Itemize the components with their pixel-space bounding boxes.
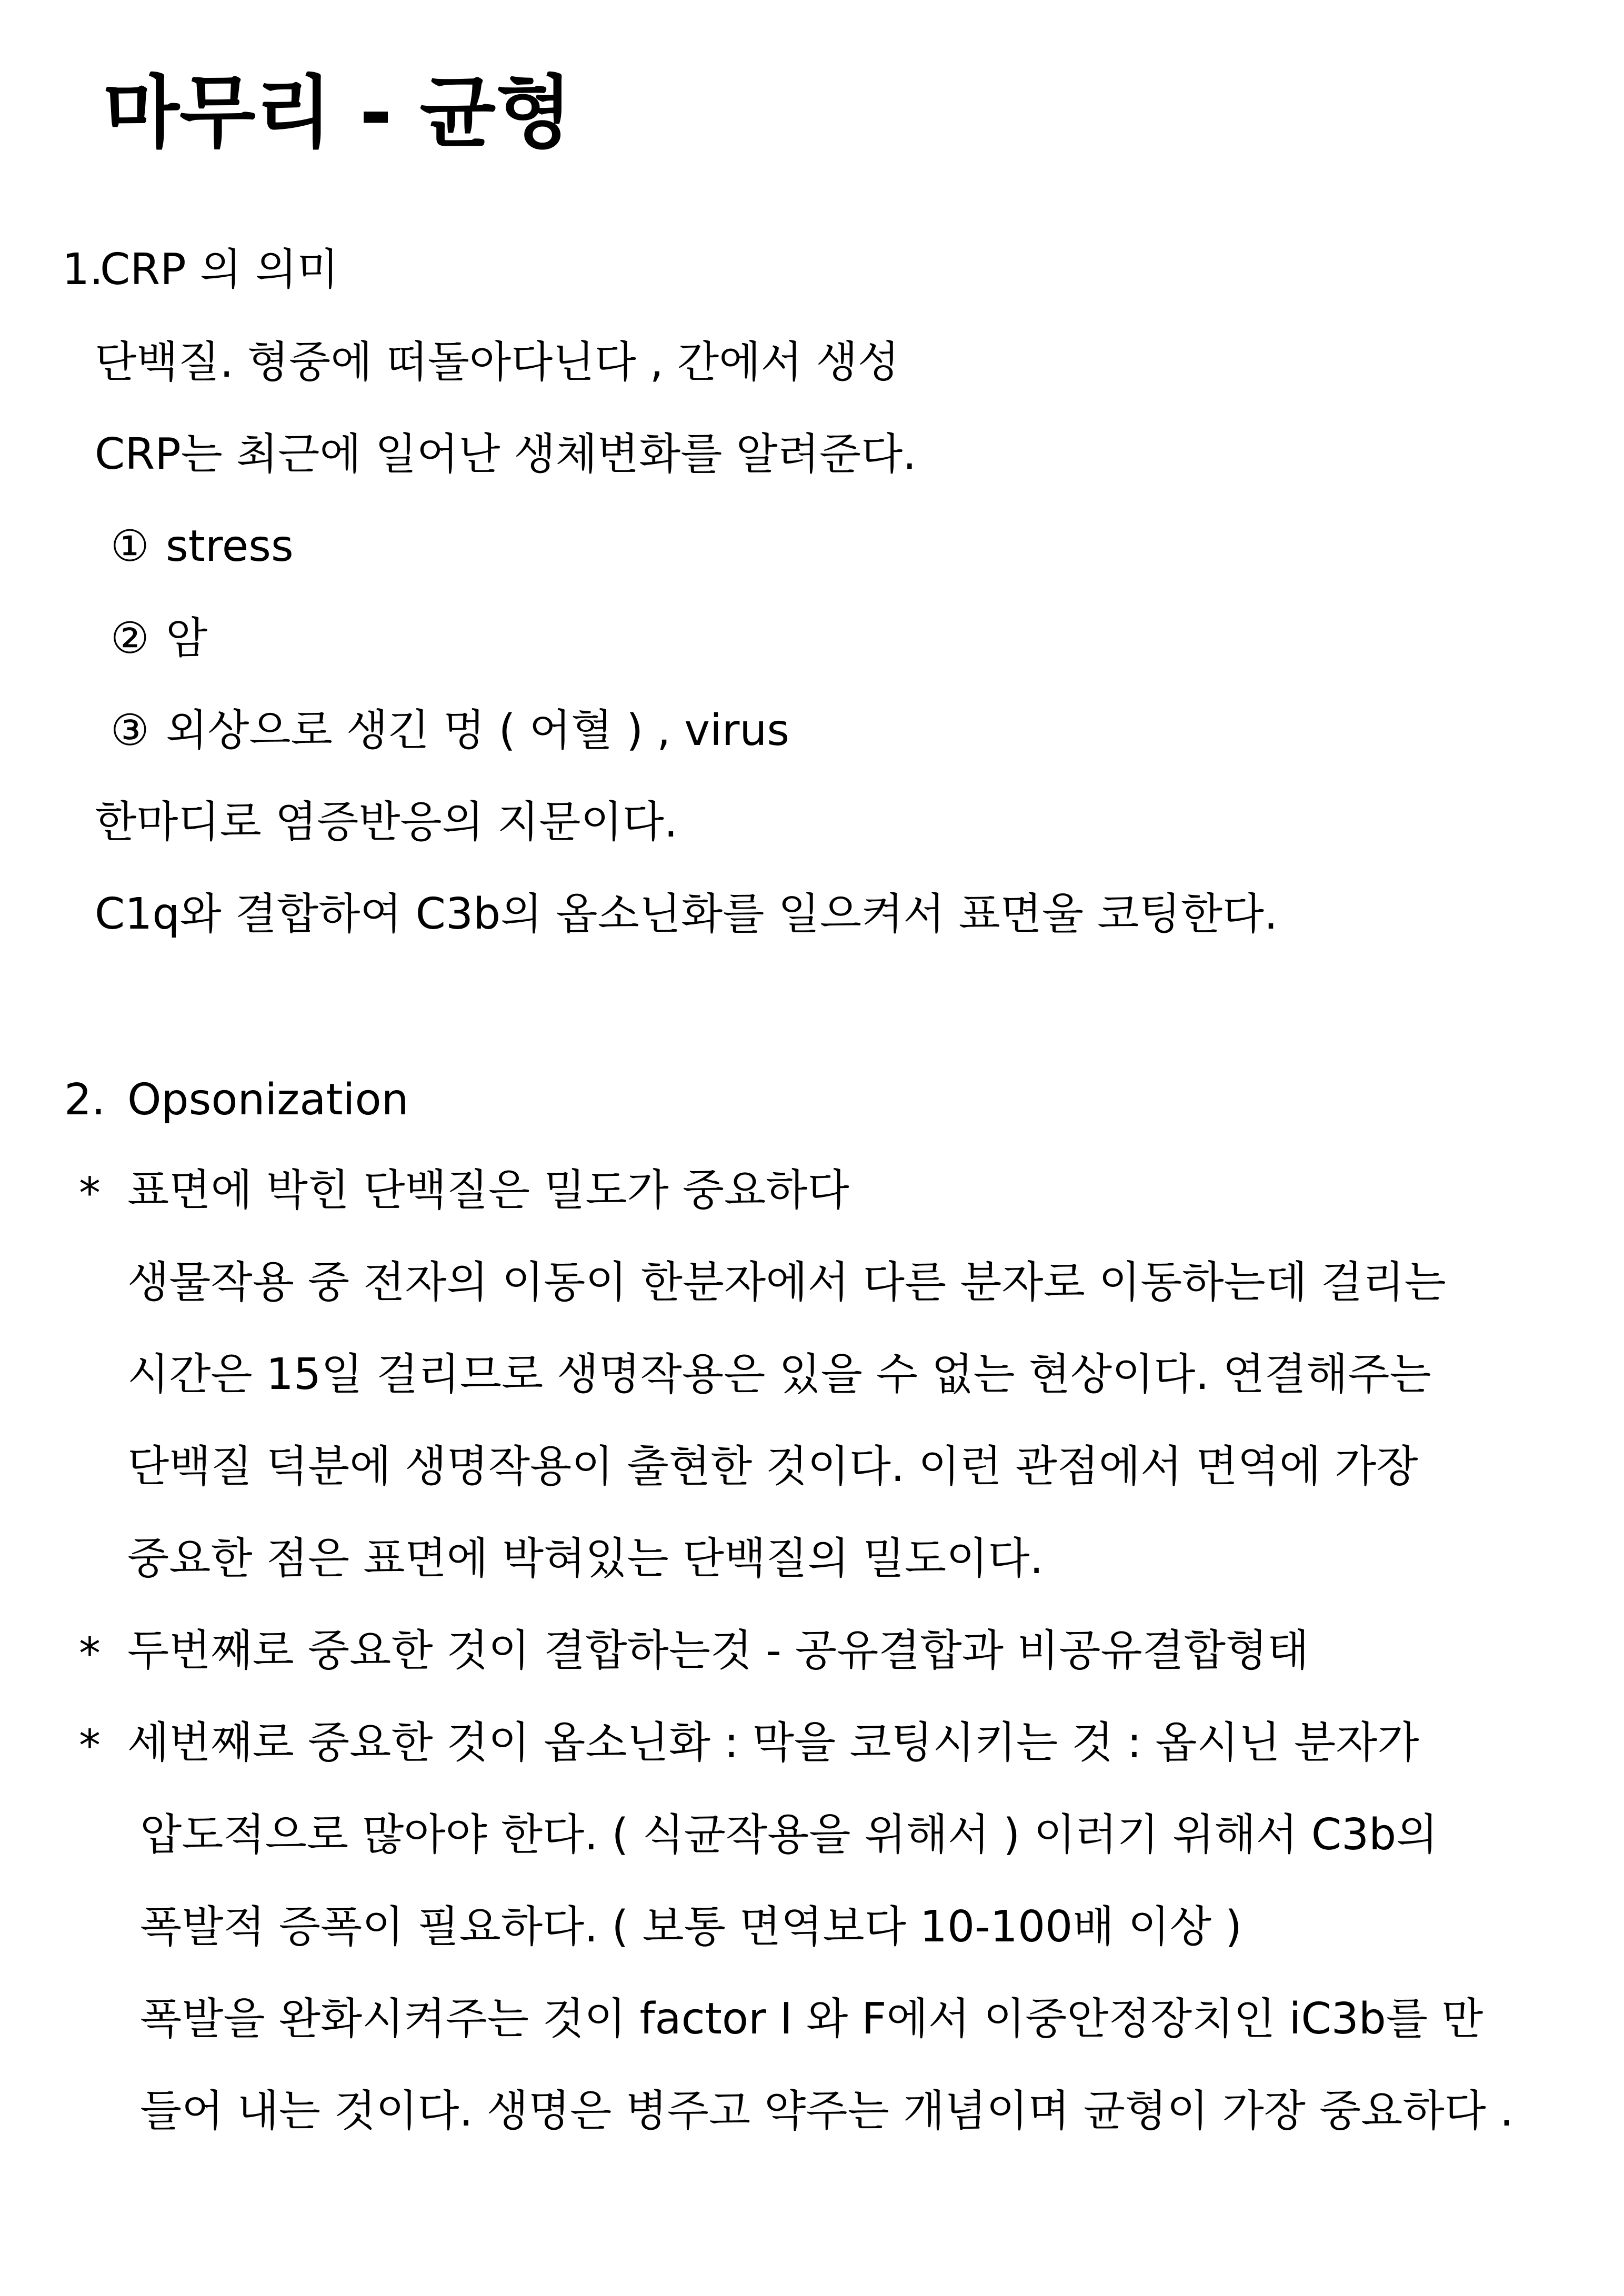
list-marker: ③ [111,706,149,756]
list-item: 외상으로 생긴 멍 ( 어혈 ) , virus [166,706,790,756]
text-line: 들어 내는 것이다. 생명은 병주고 약주는 개념이며 균형이 가장 중요하다 . [140,2086,1513,2136]
text-line: 표면에 박힌 단백질은 밀도가 중요하다 [127,1165,849,1215]
text-line: CRP는 최근에 일어난 생체변화를 알려준다. [95,429,917,479]
bullet-marker: * [79,1629,101,1679]
bullet-marker: * [79,1169,101,1219]
text-line: 중요한 점은 표면에 박혀있는 단백질의 밀도이다. [127,1534,1044,1584]
page-title: 마무리 - 균형 [103,67,573,159]
section-number: 1. [62,245,104,295]
bullet-marker: * [79,1721,101,1771]
section-heading: Opsonization [127,1075,409,1125]
text-line: 압도적으로 많아야 한다. ( 식균작용을 위해서 ) 이러기 위해서 C3b의 [140,1810,1438,1860]
list-item: 암 [166,613,208,663]
section-heading: CRP 의 의미 [100,245,339,295]
section-number: 2. [64,1075,106,1125]
text-line: 단백질 덕분에 생명작용이 출현한 것이다. 이런 관점에서 면역에 가장 [127,1442,1418,1492]
text-line: 한마디로 염증반응의 지문이다. [95,797,678,847]
text-line: C1q와 결합하여 C3b의 옵소닌화를 일으켜서 표면울 코팅한다. [95,889,1278,939]
text-line: 시간은 15일 걸리므로 생명작용은 있을 수 없는 현상이다. 연결해주는 [127,1350,1431,1399]
text-line: 두번째로 중요한 것이 결합하는것 - 공유결합과 비공유결합형태 [127,1626,1309,1676]
text-line: 단백질. 형중에 떠돌아다닌다 , 간에서 생성 [95,337,900,387]
text-line: 폭발적 증폭이 필요하다. ( 보통 면역보다 10-100배 이상 ) [140,1902,1242,1952]
list-marker: ① [111,521,149,571]
text-line: 생물작용 중 전자의 이동이 한분자에서 다른 분자로 이동하는데 걸리는 [127,1257,1446,1307]
text-line: 폭발을 완화시켜주는 것이 factor I 와 F에서 이중안정장치인 iC3b를 만 [140,1994,1483,2044]
text-line: 세번째로 중요한 것이 옵소닌화 : 막을 코팅시키는 것 : 옵시닌 분자가 [127,1718,1419,1768]
list-marker: ② [111,613,149,663]
list-item: stress [166,521,294,571]
